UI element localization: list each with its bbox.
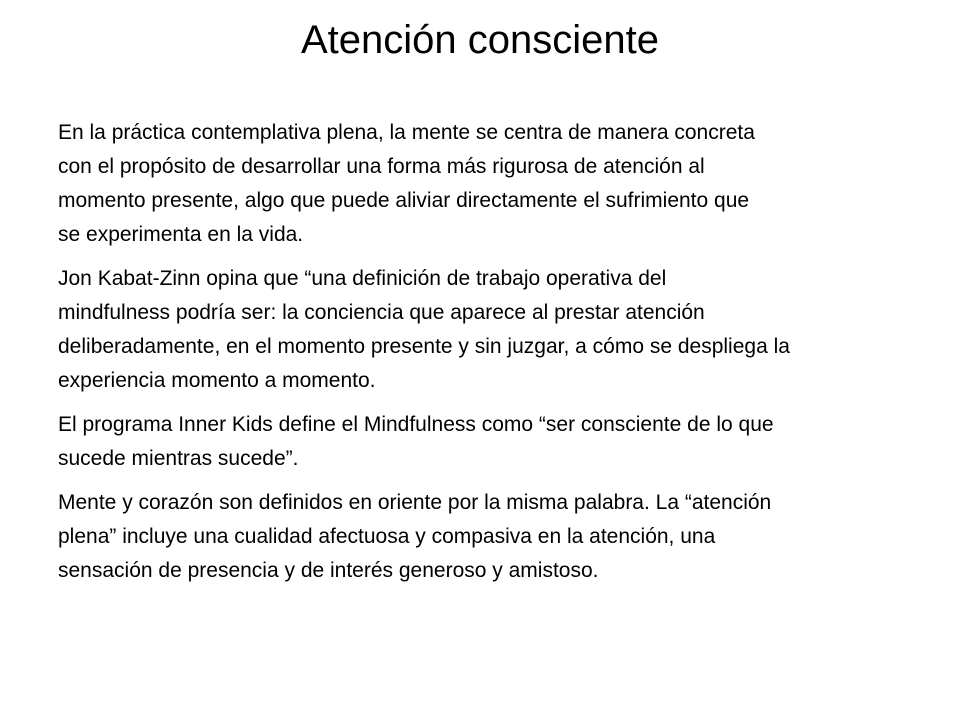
paragraph-kabat-zinn: Jon Kabat-Zinn opina que “una definición de trabajo operativa del mindfulness podría ser: la conciencia que aparece al prestar atención deliberadamente, en el momento presente y sin juzgar, a cómo se despliega la experiencia momento a momento.	[58, 267, 790, 392]
slide-body	[58, 116, 910, 598]
slide-title: Atención consciente	[300, 18, 659, 62]
paragraph-mind-heart: Mente y corazón son definidos en oriente por la misma palabra. La “atención plena” incluye una cualidad afectuosa y compasiva en la atención, una sensación de presencia y de interés generoso y amistoso.	[58, 491, 772, 582]
paragraph-inner-kids: El programa Inner Kids define el Mindfulness como “ser consciente de lo que sucede mientras sucede”.	[58, 413, 774, 470]
paragraph-practice: En la práctica contemplativa plena, la mente se centra de manera concreta con el propósito de desarrollar una forma más rigurosa de atención al momento presente, algo que puede aliviar directamente el sufrimiento que se experimenta en la vida.	[58, 121, 755, 246]
